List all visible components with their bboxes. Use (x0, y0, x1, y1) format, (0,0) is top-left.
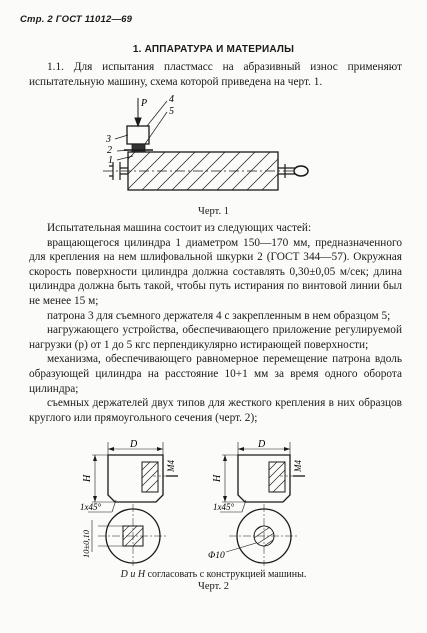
left-label-chamfer: 1x45° (80, 502, 102, 512)
parts-intro: Испытательная машина состоит из следующих частей: (47, 222, 312, 234)
parts-description (29, 221, 402, 425)
label-p: P (141, 98, 148, 109)
part-item: нагружающего устройства, обеспечивающего приложение регулируемой нагрузки (p) от 1 до 5 кгс перпендикулярно истирающей поверхности; (29, 324, 402, 351)
left-label-m4: M4 (166, 460, 176, 472)
figure-1-caption: Черт. 1 (198, 206, 229, 217)
right-label-dia: Φ10 (208, 551, 225, 561)
chuck (127, 126, 149, 144)
right-label-h: H (212, 474, 223, 482)
intro-paragraph: 1.1. Для испытания пластмасс на абразивный износ применяют испытательную машину, схема которой приведена на черт. 1. (29, 61, 402, 88)
label-4: 4 (169, 94, 174, 105)
page-header: Стр. 2 ГОСТ 11012—69 (20, 14, 133, 25)
right-label-d: D (258, 440, 266, 450)
label-5: 5 (169, 106, 174, 117)
left-label-d: D (130, 440, 138, 450)
figure-2-diagram (68, 440, 368, 567)
label-2: 2 (107, 145, 112, 156)
figure-2-note: D и H согласовать с конструкцией машины. (120, 569, 307, 580)
right-holder-bore (269, 462, 285, 492)
section-title: 1. АППАРАТУРА И МАТЕРИАЛЫ (132, 44, 295, 55)
part-item: патрона 3 для съемного держателя 4 с закрепленным в нем образцом 5; (47, 309, 391, 322)
part-item: съемных держателей двух типов для жесткого крепления в них образцов круглого или прямоугольного сечения (черт. 2); (29, 397, 402, 424)
label-1: 1 (108, 155, 113, 166)
part-item: вращающегося цилиндра 1 диаметром 150—170 мм, предназначенного для крепления на нем шлифовальной шкурки 2 (ГОСТ 344—57). Окружная скорость поверхности цилиндра должна составлять 0,30±0,05 м/сек; длина цилиндра должна быть такой, чтобы путь истирания по винтовой линии был не менее 15 м; (29, 236, 402, 307)
holder (132, 144, 145, 152)
left-label-h: H (82, 474, 93, 482)
figure-1-diagram (95, 92, 325, 202)
left-holder-slot (142, 462, 158, 492)
part-item: механизма, обеспечивающего равномерное перемещение патрона вдоль образующей цилиндра на расстояние 10+1 мм за время одного оборота цилиндра; (29, 353, 402, 395)
left-label-side: 10±0,10 (81, 529, 91, 558)
figure-2-caption: Черт. 2 (198, 581, 229, 592)
crank-handle (294, 166, 308, 176)
right-label-m4: M4 (293, 460, 303, 472)
label-3: 3 (106, 134, 111, 145)
right-label-chamfer: 1x45° (213, 502, 235, 512)
